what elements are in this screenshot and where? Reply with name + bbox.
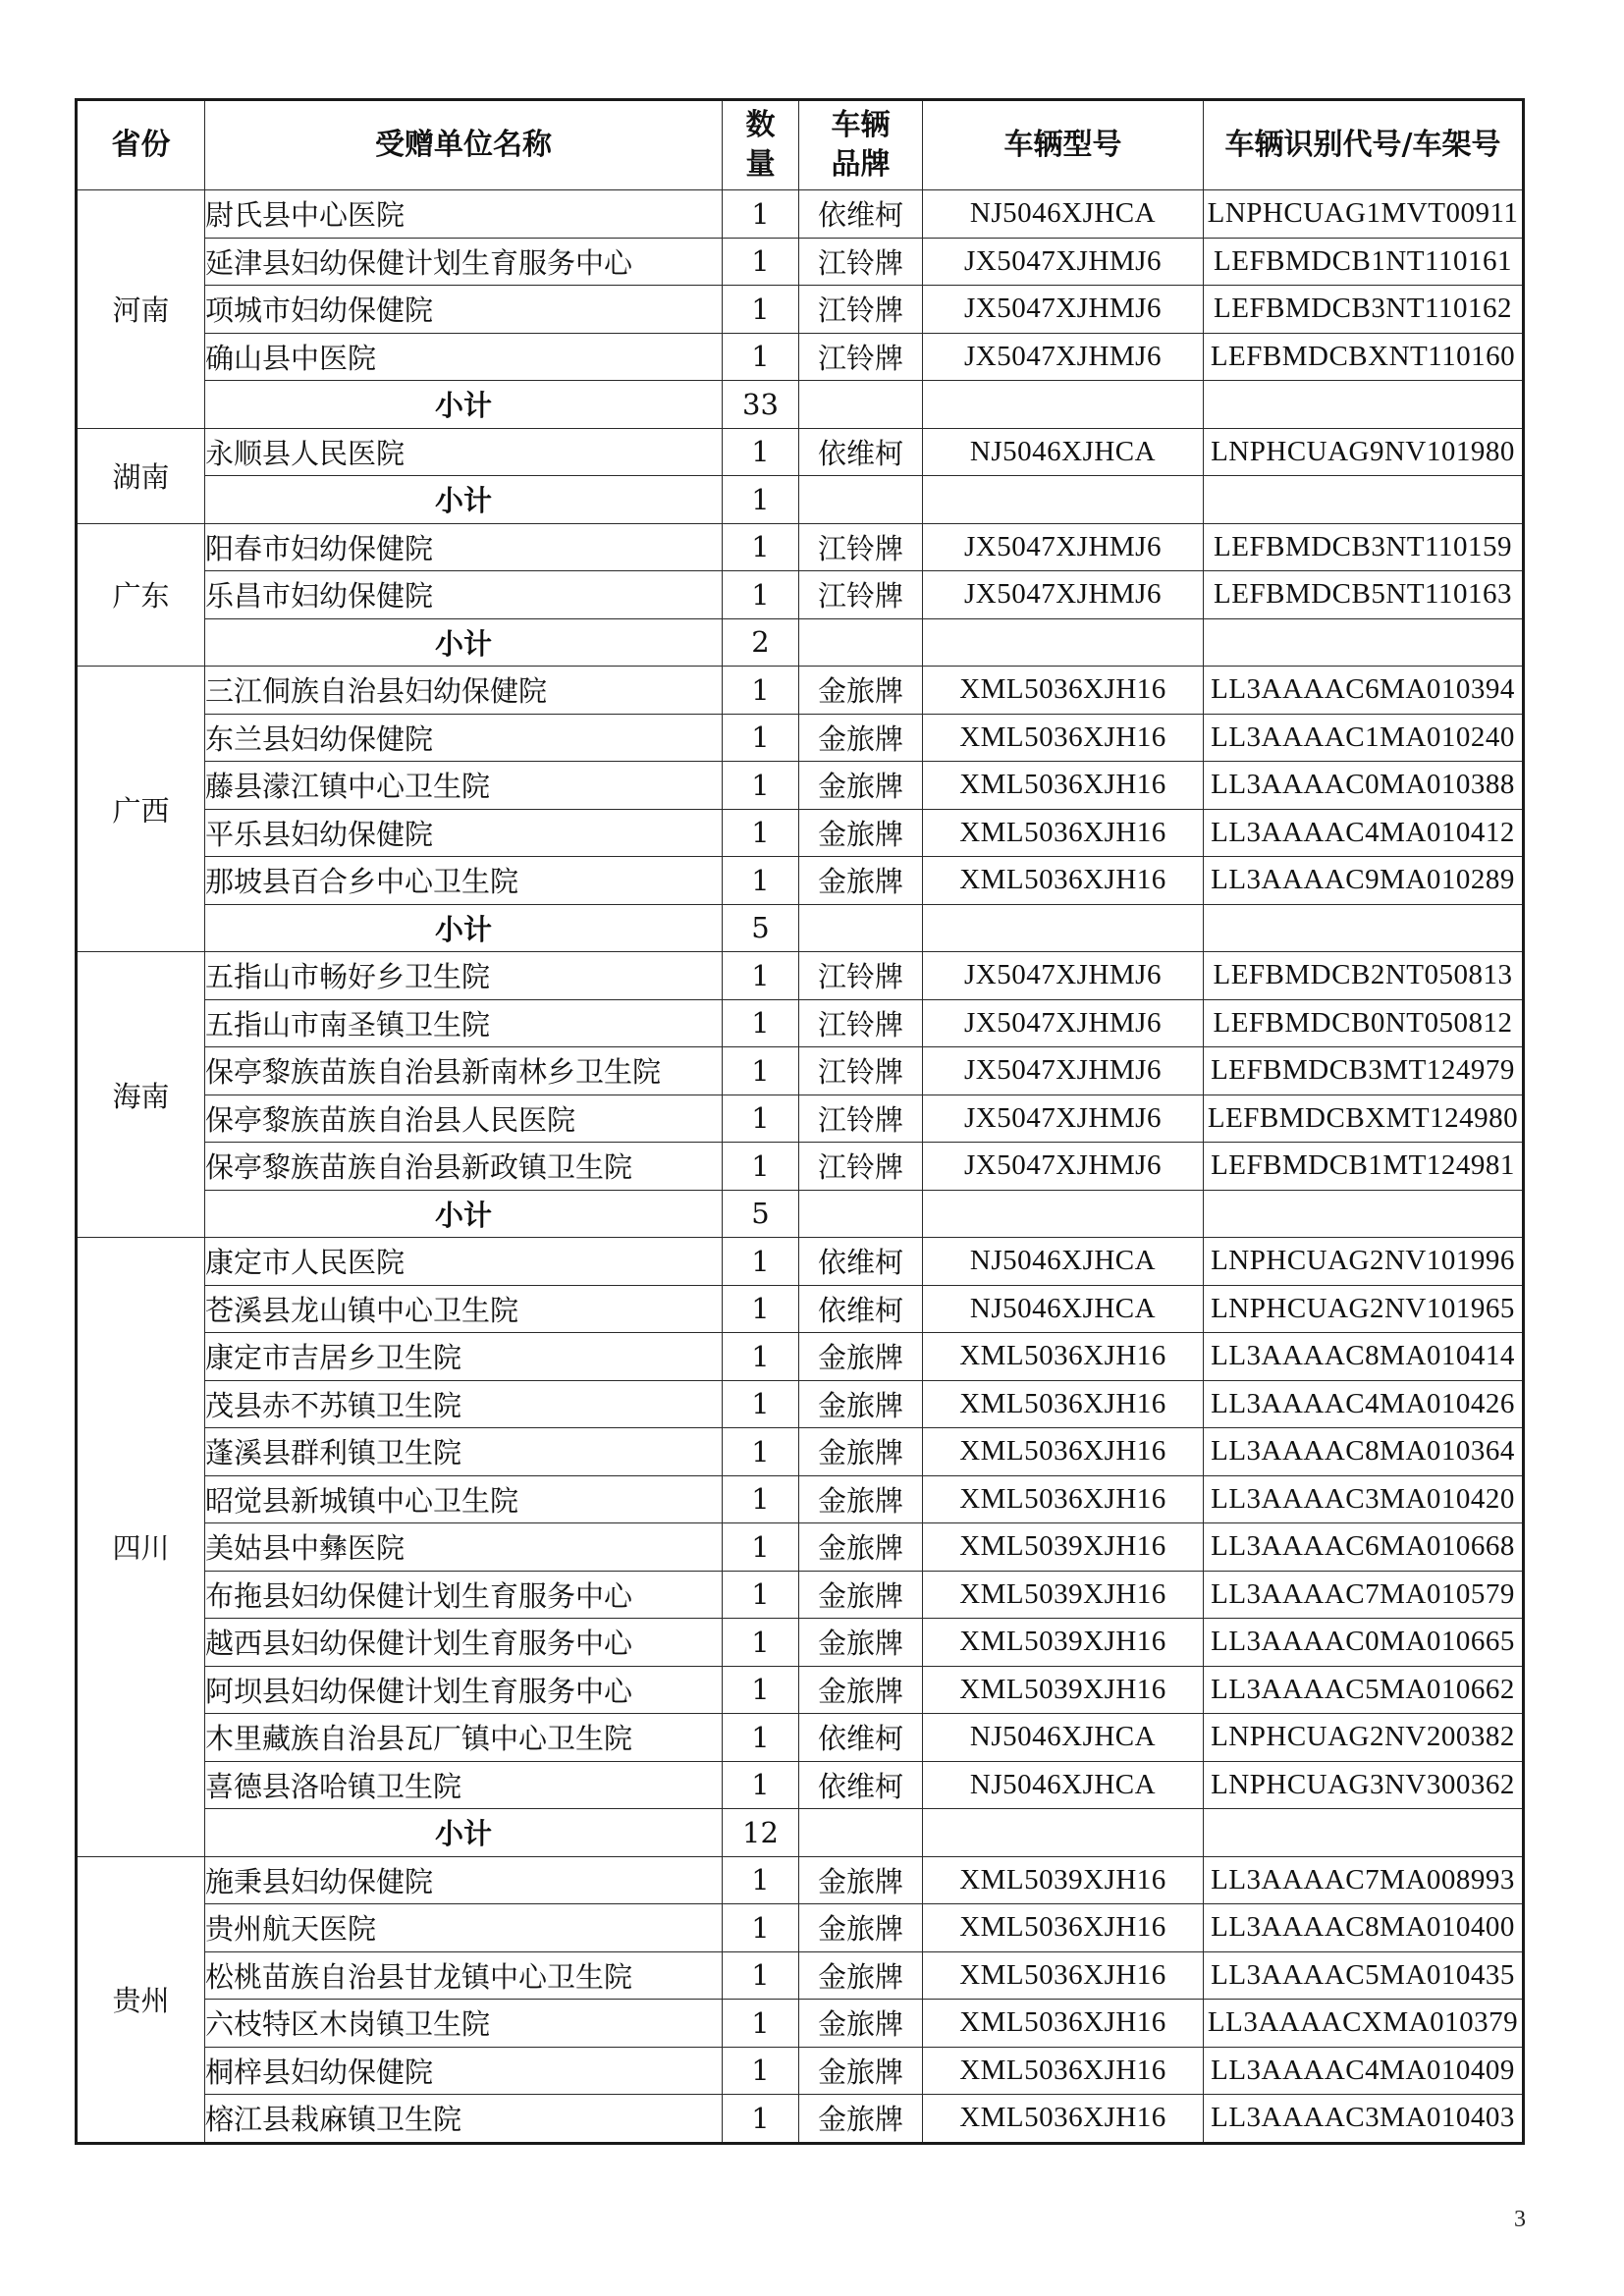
vin-cell: LL3AAAAC7MA010579 (1204, 1571, 1524, 1619)
subtotal-row (77, 476, 1524, 524)
subtotal-value: 5 (723, 904, 799, 952)
brand-cell: 依维柯 (799, 1761, 923, 1809)
model-cell: XML5036XJH16 (923, 809, 1204, 857)
table-row (77, 1047, 1524, 1095)
vin-cell: LEFBMDCBXNT110160 (1204, 333, 1524, 381)
subtotal-label: 小计 (205, 1809, 723, 1857)
model-cell: XML5036XJH16 (923, 1904, 1204, 1952)
empty-cell (799, 1190, 923, 1238)
empty-cell (799, 618, 923, 667)
empty-cell (799, 381, 923, 429)
header-brand-text: 车辆 品牌 (831, 108, 891, 182)
model-cell: JX5047XJHMJ6 (923, 523, 1204, 571)
brand-cell: 金旅牌 (799, 762, 923, 810)
table-row (77, 286, 1524, 334)
model-cell: JX5047XJHMJ6 (923, 1047, 1204, 1095)
recipient-cell: 平乐县妇幼保健院 (205, 809, 723, 857)
brand-cell: 金旅牌 (799, 2095, 923, 2144)
table-row (77, 2000, 1524, 2048)
quantity-cell: 1 (723, 1475, 799, 1523)
recipient-cell: 乐昌市妇幼保健院 (205, 571, 723, 619)
table-row (77, 1095, 1524, 1143)
empty-cell (799, 476, 923, 524)
model-cell: JX5047XJHMJ6 (923, 999, 1204, 1047)
subtotal-row (77, 1809, 1524, 1857)
recipient-cell: 松桃苗族自治县甘龙镇中心卫生院 (205, 1951, 723, 2000)
brand-cell: 金旅牌 (799, 1571, 923, 1619)
table-row (77, 2095, 1524, 2144)
model-cell: XML5039XJH16 (923, 1619, 1204, 1667)
vin-cell: LEFBMDCB0NT050812 (1204, 999, 1524, 1047)
brand-cell: 金旅牌 (799, 2000, 923, 2048)
header-quantity (723, 100, 799, 190)
subtotal-value: 1 (723, 476, 799, 524)
brand-cell: 依维柯 (799, 190, 923, 239)
model-cell: XML5036XJH16 (923, 857, 1204, 905)
recipient-cell: 康定市吉居乡卫生院 (205, 1333, 723, 1381)
table-row (77, 428, 1524, 476)
vin-cell: LL3AAAAC8MA010414 (1204, 1333, 1524, 1381)
model-cell: XML5039XJH16 (923, 1856, 1204, 1904)
subtotal-row (77, 904, 1524, 952)
recipient-cell: 延津县妇幼保健计划生育服务中心 (205, 238, 723, 286)
table-row (77, 1856, 1524, 1904)
empty-cell (799, 904, 923, 952)
table-row (77, 952, 1524, 1000)
recipient-cell: 三江侗族自治县妇幼保健院 (205, 667, 723, 715)
province-cell: 河南 (77, 190, 205, 429)
table-row (77, 523, 1524, 571)
vin-cell: LL3AAAAC9MA010289 (1204, 857, 1524, 905)
brand-cell: 金旅牌 (799, 1856, 923, 1904)
recipient-cell: 榕江县栽麻镇卫生院 (205, 2095, 723, 2144)
recipient-cell: 尉氏县中心医院 (205, 190, 723, 239)
model-cell: XML5036XJH16 (923, 667, 1204, 715)
quantity-cell: 1 (723, 2000, 799, 2048)
header-recipient: 受赠单位名称 (205, 100, 723, 190)
quantity-cell: 1 (723, 1761, 799, 1809)
quantity-cell: 1 (723, 1523, 799, 1572)
quantity-cell: 1 (723, 2047, 799, 2095)
subtotal-value: 12 (723, 1809, 799, 1857)
table-row (77, 1428, 1524, 1476)
quantity-cell: 1 (723, 1571, 799, 1619)
brand-cell: 金旅牌 (799, 857, 923, 905)
quantity-cell: 1 (723, 714, 799, 762)
empty-cell (1204, 1190, 1524, 1238)
empty-cell (923, 618, 1204, 667)
brand-cell: 江铃牌 (799, 238, 923, 286)
table-row (77, 190, 1524, 239)
brand-cell: 依维柯 (799, 1285, 923, 1333)
table-row (77, 1951, 1524, 2000)
recipient-cell: 康定市人民医院 (205, 1238, 723, 1286)
recipient-cell: 越西县妇幼保健计划生育服务中心 (205, 1619, 723, 1667)
province-cell: 广东 (77, 523, 205, 667)
subtotal-label: 小计 (205, 904, 723, 952)
quantity-cell: 1 (723, 1238, 799, 1286)
quantity-cell: 1 (723, 428, 799, 476)
table-row (77, 571, 1524, 619)
table-row (77, 1619, 1524, 1667)
header-brand (799, 100, 923, 190)
quantity-cell: 1 (723, 1047, 799, 1095)
vin-cell: LEFBMDCB3NT110162 (1204, 286, 1524, 334)
brand-cell: 江铃牌 (799, 952, 923, 1000)
recipient-cell: 桐梓县妇幼保健院 (205, 2047, 723, 2095)
table-row (77, 1475, 1524, 1523)
model-cell: XML5036XJH16 (923, 762, 1204, 810)
model-cell: JX5047XJHMJ6 (923, 571, 1204, 619)
vin-cell: LL3AAAAC0MA010665 (1204, 1619, 1524, 1667)
table-row (77, 238, 1524, 286)
empty-cell (923, 1190, 1204, 1238)
subtotal-value: 5 (723, 1190, 799, 1238)
vin-cell: LEFBMDCB1NT110161 (1204, 238, 1524, 286)
subtotal-value: 33 (723, 381, 799, 429)
recipient-cell: 保亭黎族苗族自治县人民医院 (205, 1095, 723, 1143)
table-row (77, 1143, 1524, 1191)
quantity-cell: 1 (723, 1856, 799, 1904)
vin-cell: LNPHCUAG2NV101996 (1204, 1238, 1524, 1286)
province-cell: 湖南 (77, 428, 205, 523)
model-cell: XML5036XJH16 (923, 2000, 1204, 2048)
province-cell: 四川 (77, 1238, 205, 1857)
quantity-cell: 1 (723, 857, 799, 905)
province-cell: 海南 (77, 952, 205, 1238)
vin-cell: LEFBMDCB1MT124981 (1204, 1143, 1524, 1191)
table-row (77, 2047, 1524, 2095)
model-cell: NJ5046XJHCA (923, 1285, 1204, 1333)
quantity-cell: 1 (723, 1285, 799, 1333)
empty-cell (923, 476, 1204, 524)
vin-cell: LL3AAAAC8MA010400 (1204, 1904, 1524, 1952)
vin-cell: LL3AAAAC8MA010364 (1204, 1428, 1524, 1476)
subtotal-row (77, 618, 1524, 667)
brand-cell: 金旅牌 (799, 1523, 923, 1572)
recipient-cell: 阿坝县妇幼保健计划生育服务中心 (205, 1666, 723, 1714)
empty-cell (923, 381, 1204, 429)
table-row (77, 333, 1524, 381)
table-row (77, 667, 1524, 715)
table-row (77, 1666, 1524, 1714)
brand-cell: 江铃牌 (799, 1095, 923, 1143)
quantity-cell: 1 (723, 1951, 799, 2000)
vin-cell: LNPHCUAG1MVT00911 (1204, 190, 1524, 239)
recipient-cell: 木里藏族自治县瓦厂镇中心卫生院 (205, 1714, 723, 1762)
quantity-cell: 1 (723, 523, 799, 571)
subtotal-label: 小计 (205, 381, 723, 429)
province-cell: 贵州 (77, 1856, 205, 2143)
table-row (77, 809, 1524, 857)
quantity-cell: 1 (723, 1380, 799, 1428)
model-cell: XML5036XJH16 (923, 714, 1204, 762)
quantity-cell: 1 (723, 1143, 799, 1191)
model-cell: XML5036XJH16 (923, 1475, 1204, 1523)
empty-cell (1204, 476, 1524, 524)
model-cell: XML5036XJH16 (923, 1333, 1204, 1381)
table-row (77, 1285, 1524, 1333)
quantity-cell: 1 (723, 571, 799, 619)
brand-cell: 金旅牌 (799, 1904, 923, 1952)
model-cell: XML5036XJH16 (923, 2095, 1204, 2144)
model-cell: NJ5046XJHCA (923, 1714, 1204, 1762)
quantity-cell: 1 (723, 1095, 799, 1143)
table-row (77, 762, 1524, 810)
recipient-cell: 茂县赤不苏镇卫生院 (205, 1380, 723, 1428)
table-row (77, 714, 1524, 762)
model-cell: JX5047XJHMJ6 (923, 1143, 1204, 1191)
brand-cell: 金旅牌 (799, 1619, 923, 1667)
model-cell: XML5039XJH16 (923, 1666, 1204, 1714)
page-number: 3 (1514, 2207, 1526, 2232)
quantity-cell: 1 (723, 762, 799, 810)
brand-cell: 江铃牌 (799, 999, 923, 1047)
vin-cell: LL3AAAAC4MA010426 (1204, 1380, 1524, 1428)
vin-cell: LEFBMDCB3NT110159 (1204, 523, 1524, 571)
empty-cell (1204, 904, 1524, 952)
brand-cell: 江铃牌 (799, 1047, 923, 1095)
recipient-cell: 六枝特区木岗镇卫生院 (205, 2000, 723, 2048)
quantity-cell: 1 (723, 667, 799, 715)
brand-cell: 金旅牌 (799, 1951, 923, 2000)
brand-cell: 江铃牌 (799, 1143, 923, 1191)
vin-cell: LNPHCUAG2NV200382 (1204, 1714, 1524, 1762)
subtotal-label: 小计 (205, 618, 723, 667)
donation-table (75, 98, 1525, 2145)
table-row (77, 1714, 1524, 1762)
subtotal-label: 小计 (205, 1190, 723, 1238)
quantity-cell: 1 (723, 952, 799, 1000)
vin-cell: LL3AAAAC6MA010394 (1204, 667, 1524, 715)
vin-cell: LNPHCUAG9NV101980 (1204, 428, 1524, 476)
brand-cell: 金旅牌 (799, 2047, 923, 2095)
vin-cell: LL3AAAAC4MA010412 (1204, 809, 1524, 857)
recipient-cell: 昭觉县新城镇中心卫生院 (205, 1475, 723, 1523)
empty-cell (1204, 381, 1524, 429)
recipient-cell: 五指山市南圣镇卫生院 (205, 999, 723, 1047)
recipient-cell: 贵州航天医院 (205, 1904, 723, 1952)
recipient-cell: 施秉县妇幼保健院 (205, 1856, 723, 1904)
vin-cell: LNPHCUAG2NV101965 (1204, 1285, 1524, 1333)
model-cell: NJ5046XJHCA (923, 428, 1204, 476)
recipient-cell: 藤县濛江镇中心卫生院 (205, 762, 723, 810)
brand-cell: 金旅牌 (799, 1428, 923, 1476)
quantity-cell: 1 (723, 190, 799, 239)
vin-cell: LL3AAAAC7MA008993 (1204, 1856, 1524, 1904)
header-quantity-text: 数 量 (745, 108, 776, 182)
brand-cell: 金旅牌 (799, 667, 923, 715)
vin-cell: LL3AAAAC1MA010240 (1204, 714, 1524, 762)
vin-cell: LL3AAAAC3MA010403 (1204, 2095, 1524, 2144)
vin-cell: LEFBMDCB5NT110163 (1204, 571, 1524, 619)
model-cell: JX5047XJHMJ6 (923, 1095, 1204, 1143)
vin-cell: LL3AAAACXMA010379 (1204, 2000, 1524, 2048)
brand-cell: 金旅牌 (799, 1475, 923, 1523)
table-row (77, 1904, 1524, 1952)
brand-cell: 金旅牌 (799, 1333, 923, 1381)
quantity-cell: 1 (723, 1904, 799, 1952)
empty-cell (799, 1809, 923, 1857)
vin-cell: LL3AAAAC5MA010662 (1204, 1666, 1524, 1714)
model-cell: JX5047XJHMJ6 (923, 238, 1204, 286)
quantity-cell: 1 (723, 1666, 799, 1714)
model-cell: XML5039XJH16 (923, 1571, 1204, 1619)
model-cell: JX5047XJHMJ6 (923, 333, 1204, 381)
model-cell: JX5047XJHMJ6 (923, 286, 1204, 334)
model-cell: XML5039XJH16 (923, 1523, 1204, 1572)
table-row (77, 999, 1524, 1047)
empty-cell (1204, 618, 1524, 667)
quantity-cell: 1 (723, 1619, 799, 1667)
table-row (77, 1380, 1524, 1428)
brand-cell: 金旅牌 (799, 1666, 923, 1714)
recipient-cell: 项城市妇幼保健院 (205, 286, 723, 334)
vin-cell: LL3AAAAC5MA010435 (1204, 1951, 1524, 2000)
brand-cell: 江铃牌 (799, 571, 923, 619)
brand-cell: 江铃牌 (799, 523, 923, 571)
vin-cell: LNPHCUAG3NV300362 (1204, 1761, 1524, 1809)
recipient-cell: 美姑县中彝医院 (205, 1523, 723, 1572)
recipient-cell: 保亭黎族苗族自治县新政镇卫生院 (205, 1143, 723, 1191)
recipient-cell: 东兰县妇幼保健院 (205, 714, 723, 762)
vin-cell: LL3AAAAC3MA010420 (1204, 1475, 1524, 1523)
quantity-cell: 1 (723, 809, 799, 857)
header-model: 车辆型号 (923, 100, 1204, 190)
subtotal-row (77, 381, 1524, 429)
empty-cell (923, 1809, 1204, 1857)
brand-cell: 金旅牌 (799, 1380, 923, 1428)
table-row (77, 1761, 1524, 1809)
empty-cell (1204, 1809, 1524, 1857)
brand-cell: 金旅牌 (799, 714, 923, 762)
model-cell: XML5036XJH16 (923, 2047, 1204, 2095)
vin-cell: LL3AAAAC4MA010409 (1204, 2047, 1524, 2095)
quantity-cell: 1 (723, 1714, 799, 1762)
quantity-cell: 1 (723, 2095, 799, 2144)
table-row (77, 1523, 1524, 1572)
table-body (77, 190, 1524, 2144)
recipient-cell: 确山县中医院 (205, 333, 723, 381)
brand-cell: 依维柯 (799, 428, 923, 476)
recipient-cell: 永顺县人民医院 (205, 428, 723, 476)
quantity-cell: 1 (723, 286, 799, 334)
quantity-cell: 1 (723, 999, 799, 1047)
recipient-cell: 五指山市畅好乡卫生院 (205, 952, 723, 1000)
model-cell: NJ5046XJHCA (923, 190, 1204, 239)
subtotal-value: 2 (723, 618, 799, 667)
recipient-cell: 布拖县妇幼保健计划生育服务中心 (205, 1571, 723, 1619)
vin-cell: LL3AAAAC6MA010668 (1204, 1523, 1524, 1572)
model-cell: NJ5046XJHCA (923, 1238, 1204, 1286)
brand-cell: 依维柯 (799, 1238, 923, 1286)
model-cell: JX5047XJHMJ6 (923, 952, 1204, 1000)
model-cell: XML5036XJH16 (923, 1380, 1204, 1428)
vin-cell: LEFBMDCB3MT124979 (1204, 1047, 1524, 1095)
quantity-cell: 1 (723, 238, 799, 286)
table-row (77, 1333, 1524, 1381)
brand-cell: 江铃牌 (799, 333, 923, 381)
recipient-cell: 那坡县百合乡中心卫生院 (205, 857, 723, 905)
header-province: 省份 (77, 100, 205, 190)
recipient-cell: 保亭黎族苗族自治县新南林乡卫生院 (205, 1047, 723, 1095)
model-cell: NJ5046XJHCA (923, 1761, 1204, 1809)
brand-cell: 江铃牌 (799, 286, 923, 334)
recipient-cell: 蓬溪县群利镇卫生院 (205, 1428, 723, 1476)
header-vin: 车辆识别代号/车架号 (1204, 100, 1524, 190)
recipient-cell: 喜德县洛哈镇卫生院 (205, 1761, 723, 1809)
quantity-cell: 1 (723, 333, 799, 381)
province-cell: 广西 (77, 667, 205, 952)
vin-cell: LEFBMDCBXMT124980 (1204, 1095, 1524, 1143)
subtotal-row (77, 1190, 1524, 1238)
recipient-cell: 阳春市妇幼保健院 (205, 523, 723, 571)
table-row (77, 1238, 1524, 1286)
header-row (77, 100, 1524, 190)
model-cell: XML5036XJH16 (923, 1428, 1204, 1476)
recipient-cell: 苍溪县龙山镇中心卫生院 (205, 1285, 723, 1333)
brand-cell: 依维柯 (799, 1714, 923, 1762)
table-row (77, 857, 1524, 905)
vin-cell: LL3AAAAC0MA010388 (1204, 762, 1524, 810)
table-row (77, 1571, 1524, 1619)
empty-cell (923, 904, 1204, 952)
brand-cell: 金旅牌 (799, 809, 923, 857)
vin-cell: LEFBMDCB2NT050813 (1204, 952, 1524, 1000)
quantity-cell: 1 (723, 1428, 799, 1476)
quantity-cell: 1 (723, 1333, 799, 1381)
subtotal-label: 小计 (205, 476, 723, 524)
model-cell: XML5036XJH16 (923, 1951, 1204, 2000)
